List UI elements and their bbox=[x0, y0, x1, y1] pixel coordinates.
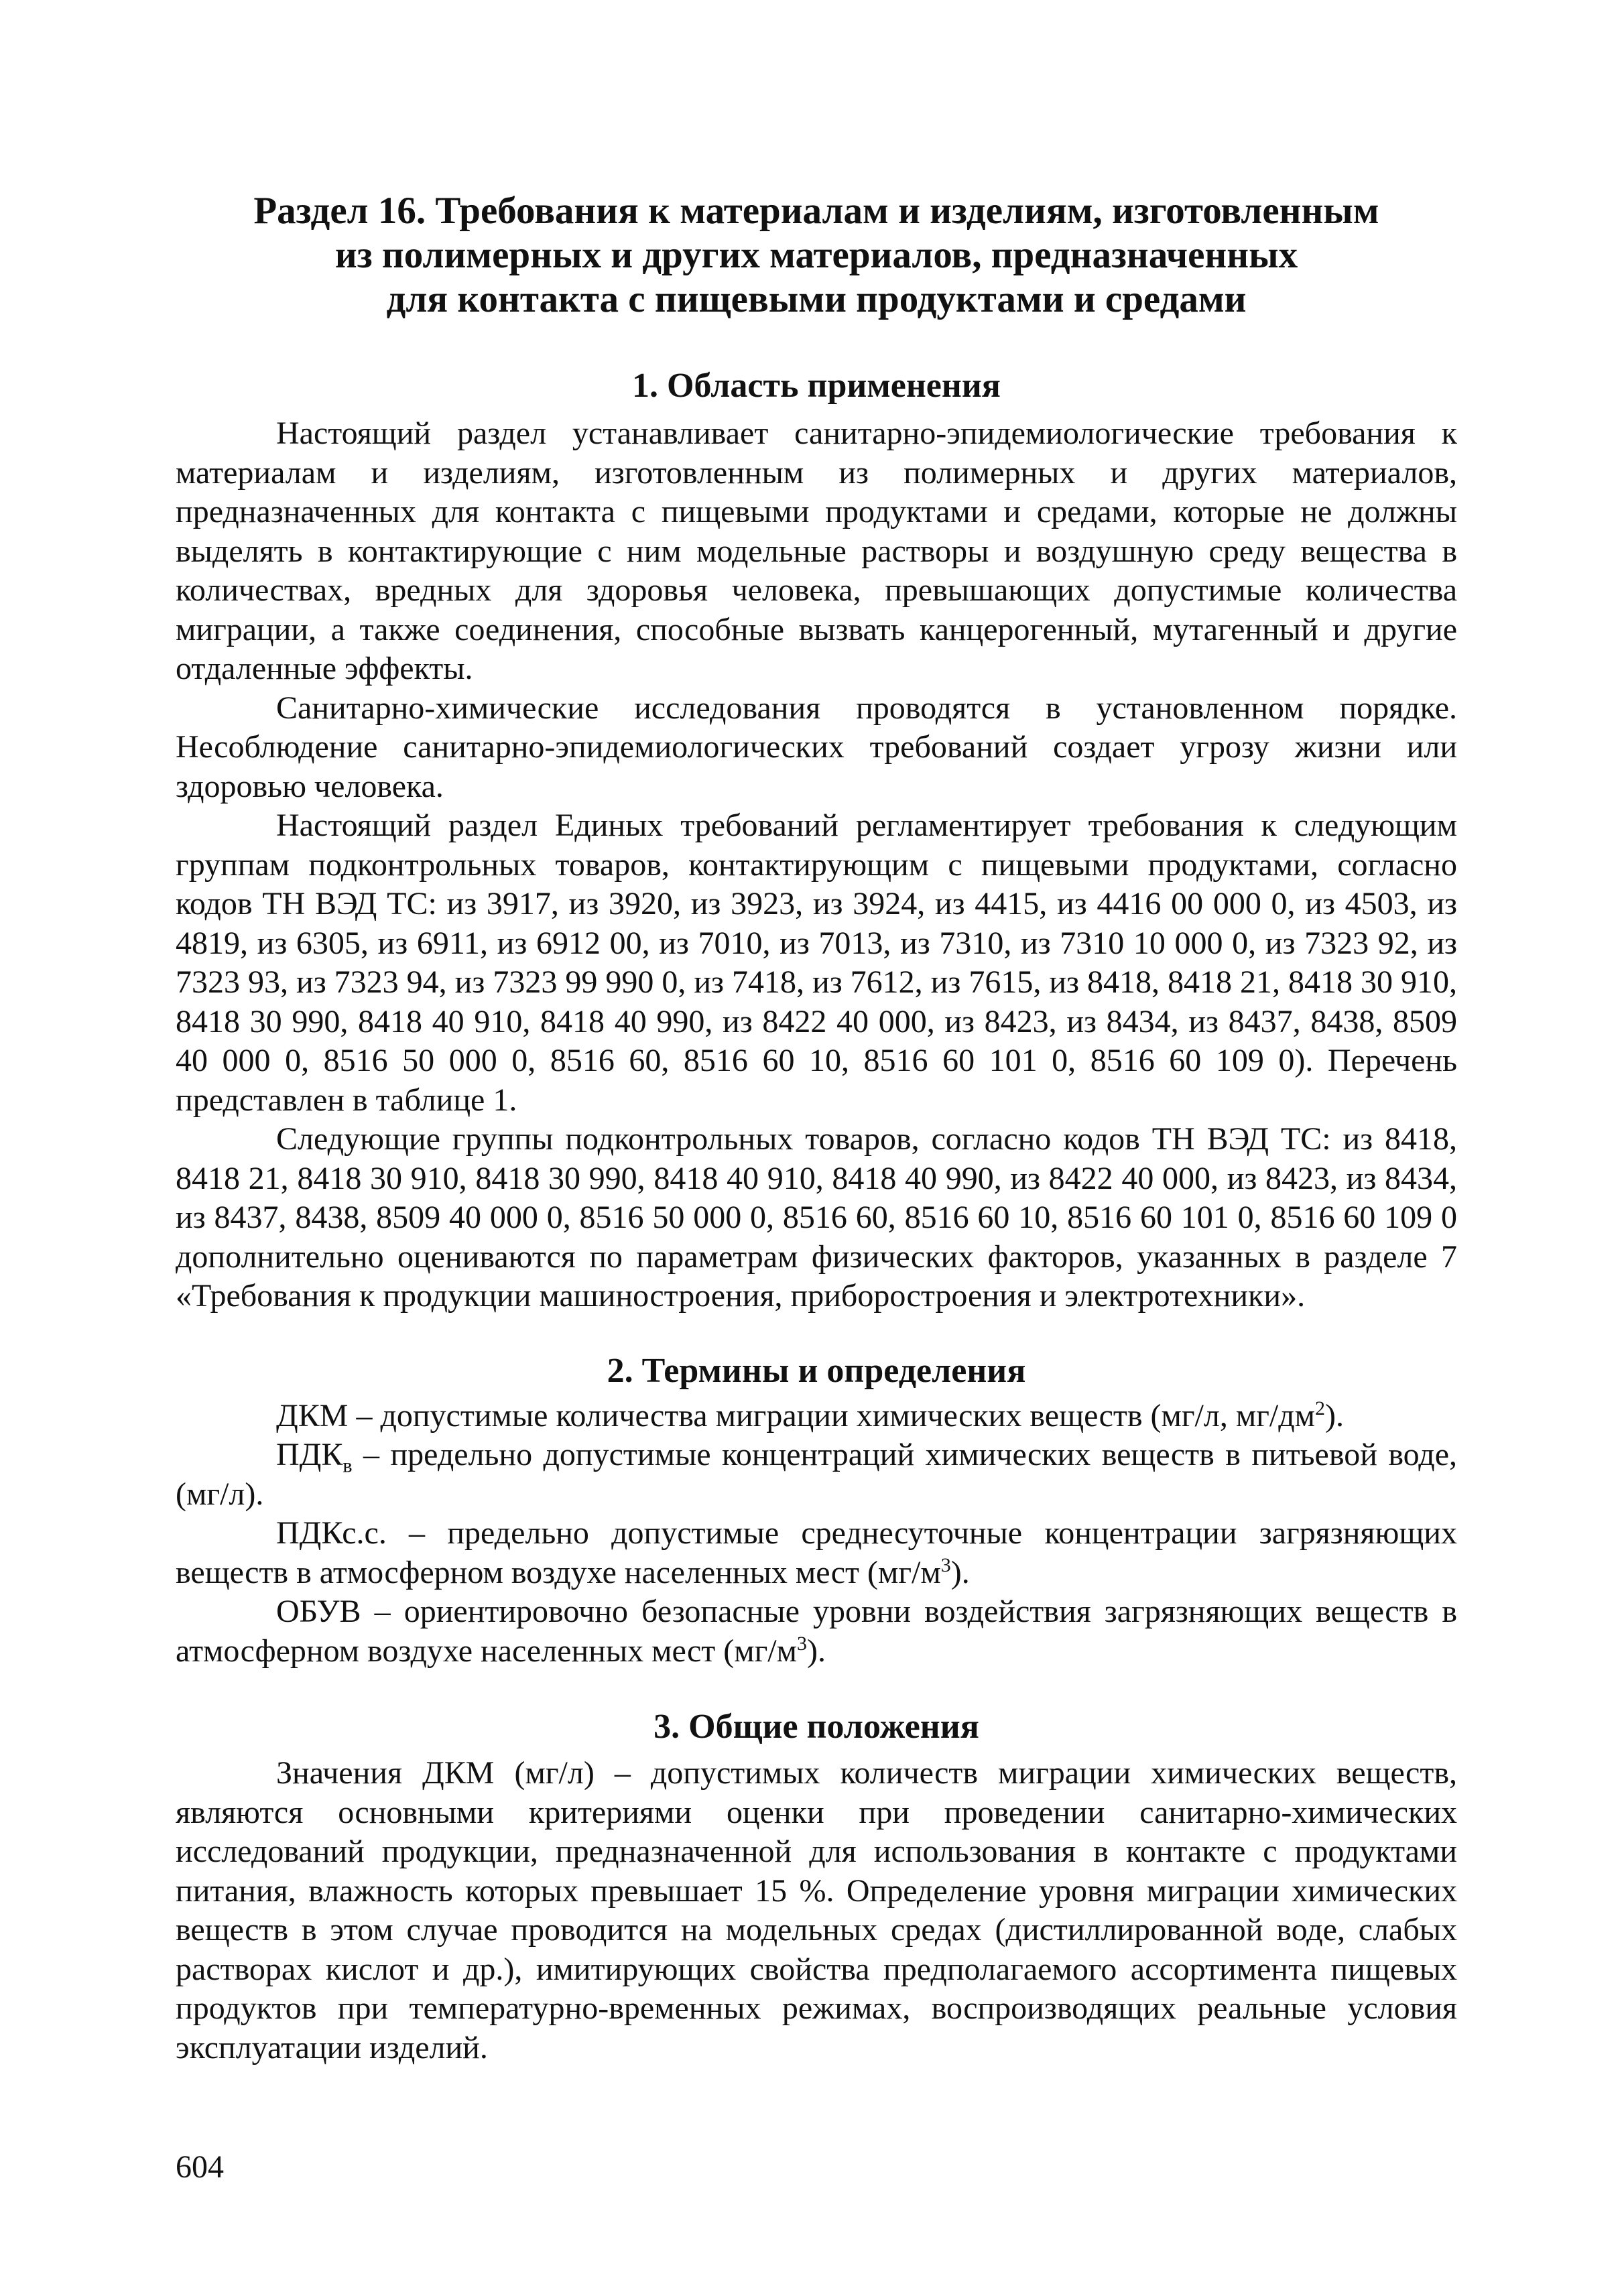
section-3-title: 3. Общие положения bbox=[653, 1708, 979, 1746]
section-2-title: 2. Термины и определения bbox=[607, 1351, 1026, 1390]
subscript: в bbox=[342, 1454, 353, 1477]
section-1-paragraph-2: Санитарно-химические исследования проводятся в установленном порядке. Несоблюдение санитарно-эпидемиологических требований создает угрозу жизни или здоровью человека. bbox=[176, 690, 1457, 804]
definition-dkm-text: ДКМ – допустимые количества миграции химических веществ (мг/л, мг/дм bbox=[276, 1397, 1316, 1433]
document-title-line: из полимерных и других материалов, предназначенных bbox=[334, 234, 1298, 276]
superscript: 3 bbox=[797, 1632, 807, 1655]
definition-pdkv bbox=[176, 1436, 1457, 1514]
page-number: 604 bbox=[176, 2149, 224, 2185]
definition-obuv-text: ОБУВ – ориентировочно безопасные уровни воздействия загрязняющих веществ в атмосферном воздухе населенных мест (мг/м bbox=[176, 1594, 1457, 1669]
section-1-paragraph-1: Настоящий раздел устанавливает санитарно-эпидемиологические требования к материалам и изделиям, изготовленным из полимерных и других материалов, предназначенных для контакта с пищевыми продуктами и средами, которые не должны выделять в контактирующие с ним модельные растворы и воздушную среду вещества в количествах, вредных для здоровья человека, превышающих допустимые количества миграции, а также соединения, способные вызвать канцерогенный, мутагенный и другие отдаленные эффекты. bbox=[176, 416, 1457, 686]
definition-pdkss-text: ПДКс.с. – предельно допустимые среднесуточные концентрации загрязняющих веществ в атмосферном воздухе населенных мест (мг/м bbox=[176, 1515, 1457, 1590]
definition-obuv-tail: ). bbox=[807, 1633, 826, 1669]
definition-dkm bbox=[176, 1397, 1457, 1436]
definition-pdkv-text: – предельно допустимые концентраций химических веществ в питьевой воде, (мг/л). bbox=[176, 1437, 1457, 1512]
section-3-paragraph: Значения ДКМ (мг/л) – допустимых количеств миграции химических веществ, являются основными критериями оценки при проведении санитарно-химических исследований продукции, предназначенной для использования в контакте с продуктами питания, влажность которых превышает 15 %. Определение уровня миграции химических веществ в этом случае проводится на модельных средах (дистиллированной воде, слабых растворах кислот и др.), имитирующих свойства предполагаемого ассортимента пищевых продуктов при температурно-временных режимах, воспроизводящих реальные условия эксплуатации изделий. bbox=[176, 1755, 1457, 2065]
definition-pdkss-tail: ). bbox=[950, 1554, 970, 1590]
definition-obuv bbox=[176, 1592, 1457, 1671]
section-1-paragraph-4: Следующие группы подконтрольных товаров, согласно кодов ТН ВЭД ТС: из 8418, 8418 21, 8418 30 910, 8418 30 990, 8418 40 910, 8418 40 990, из 8422 40 000, из 8423, из 8434, из 8437, 8438, 8509 40 000 0, 8516 50 000 0, 8516 60, 8516 60 10, 8516 60 101 0, 8516 60 109 0 дополнительно оцениваются по параметрам физических факторов, указанных в разделе 7 «Требования к продукции машиностроения, приборостроения и электротехники». bbox=[176, 1121, 1457, 1314]
document-title-line: для контакта с пищевыми продуктами и средами bbox=[386, 278, 1247, 320]
document-title bbox=[176, 189, 1457, 322]
definition-dkm-tail: ). bbox=[1325, 1397, 1345, 1433]
document-page bbox=[176, 189, 1457, 2067]
definition-pdkv-term: ПДК bbox=[276, 1437, 343, 1472]
definition-pdkss bbox=[176, 1514, 1457, 1592]
superscript: 2 bbox=[1315, 1397, 1326, 1419]
document-title-line: Раздел 16. Требования к материалам и изделиям, изготовленным bbox=[253, 190, 1379, 232]
section-1-title: 1. Область применения bbox=[632, 367, 1001, 405]
section-1-paragraph-3: Настоящий раздел Единых требований регламентирует требования к следующим группам подконтрольных товаров, контактирующим с пищевыми продуктами, согласно кодов ТН ВЭД ТС: из 3917, из 3920, из 3923, из 3924, из 4415, из 4416 00 000 0, из 4503, из 4819, из 6305, из 6911, из 6912 00, из 7010, из 7013, из 7310, из 7310 10 000 0, из 7323 92, из 7323 93, из 7323 94, из 7323 99 990 0, из 7418, из 7612, из 7615, из 8418, 8418 21, 8418 30 910, 8418 30 990, 8418 40 910, 8418 40 990, из 8422 40 000, из 8423, из 8434, из 8437, 8438, 8509 40 000 0, 8516 50 000 0, 8516 60, 8516 60 10, 8516 60 101 0, 8516 60 109 0). Перечень представлен в таблице 1. bbox=[176, 808, 1457, 1118]
superscript: 3 bbox=[940, 1553, 951, 1576]
